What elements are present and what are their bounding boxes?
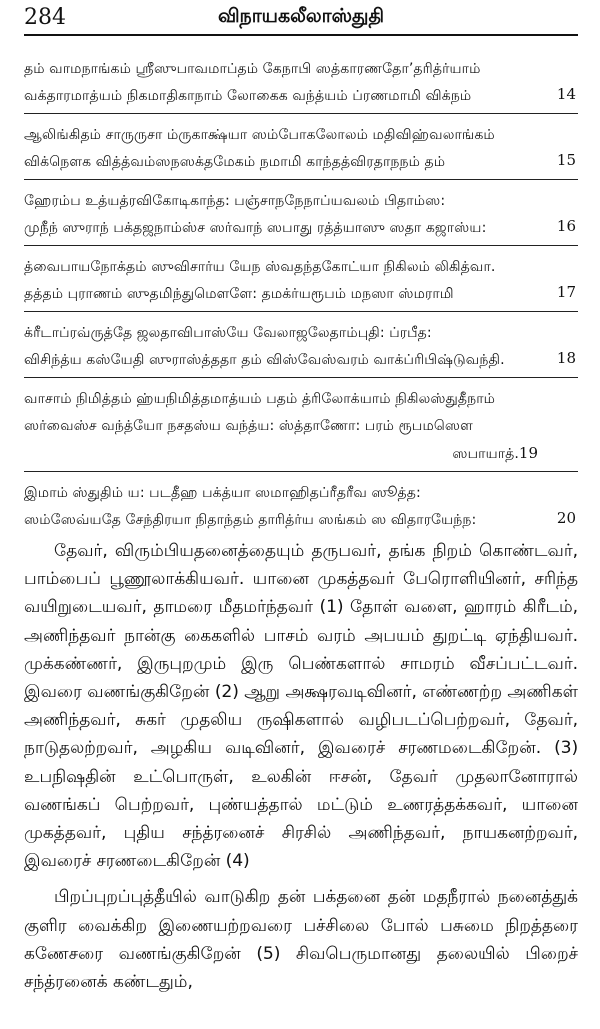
verse-14 — [24, 56, 578, 114]
verse-section — [24, 56, 578, 537]
verse-number: 14 — [556, 85, 576, 103]
verse-line: ஹேரம்ப உத்யத்ரவிகோடிகாந்த: பஞ்சாநநேநாப்யவலம் பிதாம்ஸ: — [24, 193, 446, 209]
verse-20 — [24, 480, 578, 537]
commentary-paragraph: தேவர், விரும்பியதனைத்தையும் தருபவர், தங்க நிறம் கொண்டவர், பாம்பைப் பூணூலாக்கியவர். யானை முகத்தவர் பேரொளியினர், சரிந்த வயிறுடையவர், தாமரை மீதமர்ந்தவர் (1) தோள் வளை, ஹாரம் கிரீடம், அணிந்தவர் நான்கு கைகளில் பாசம் வரம் அபயம் துறட்டி ஏந்தியவர். முக்கண்ணர், இருபுறமும் இரு பெண்களால் சாமரம் வீசப்பட்டவர். இவரை வணங்குகிறேன் (2) ஆறு அக்ஷரவடிவினர், எண்ணற்ற அணிகள் அணிந்தவர், சுகர் முதலிய ருஷிகளால் வழிபடப்பெற்றவர், தேவர், நாடுதலற்றவர், அழகிய வடிவினர், இவரைச் சரணமடைகிறேன். (3) உபநிஷதின் உட்பொருள், உலகின் ஈசன், தேவர் முதலானோரால் வணங்கப் பெற்றவர், புண்யத்தால் மட்டும் உணரத்தக்கவர், யானை முகத்தவர், புதிய சந்த்ரனைச் சிரசில் அணிந்தவர், நாயகனற்றவர், இவரைச் சரணடைகிறேன் (4) — [24, 541, 578, 872]
verse-number: 17 — [556, 283, 576, 301]
verse-line: ஸர்வைஸ்ச வந்த்யோ நசதஸ்ய வந்த்ய: ஸ்த்தாணோ: பரம் ரூபமஸௌ — [24, 418, 473, 434]
verse-line: ஸம்ஸேவ்யதே சேந்திரயா நிதாந்தம் தாரித்ர்ய ஸங்கம் ஸ விதாரயேந்ந: — [24, 512, 477, 528]
verse-19 — [24, 386, 578, 472]
verse-line-end — [24, 440, 538, 468]
verse-line: த்வைபாயநோக்தம் ஸுவிசார்ய யேந ஸ்வதந்தகோட்யா நிகிலம் லிகித்வா. — [24, 259, 496, 275]
verse-line: வாசாம் நிமித்தம் ஹ்யநிமித்தமாத்யம் பதம் த்ரிலோக்யாம் நிகிலஸ்துதீநாம் — [24, 391, 496, 407]
verse-number: 20 — [556, 509, 576, 527]
verse-16 — [24, 188, 578, 246]
page-header — [24, 0, 578, 36]
verse-line: ஆலிங்கிதம் சாருருசா ம்ருகாக்ஷ்யா ஸம்போகலோலம் மதிவிஹ்வலாங்கம் — [24, 127, 495, 143]
running-title: விநாயகலீலாஸ்துதி — [217, 5, 385, 27]
verse-line: விசிந்த்ய கஸ்யேதி ஸுராஸ்த்ததா தம் விஸ்வேஸ்வரம் வாக்ப்ரிபிஷ்டுவந்தி. — [24, 352, 505, 368]
verse-number: 15 — [556, 151, 576, 169]
verse-line: விக்நௌக வித்த்வம்ஸநஸக்தமேகம் நமாமி காந்தத்விரதாநநம் தம் — [24, 154, 446, 170]
verse-line: ஸபாயாத். — [452, 446, 519, 462]
verse-line: வக்தாரமாத்யம் நிகமாதிகாநாம் லோகைக வந்த்யம் ப்ரணமாமி விக்நம் — [24, 88, 472, 104]
verse-number: 16 — [556, 217, 576, 235]
verse-line: முநீந் ஸுராந் பக்தஜநாம்ஸ்ச ஸர்வாந் ஸபாது ரத்த்யாஸு ஸதா கஜாஸ்ய: — [24, 220, 487, 236]
verse-line: தத்தம் புராணம் ஸுதமிந்துமௌளே: தமக்ர்யரூபம் மநஸா ஸ்மராமி — [24, 286, 454, 302]
page-number: 284 — [24, 5, 66, 30]
verse-17 — [24, 254, 578, 312]
verse-15 — [24, 122, 578, 180]
verse-line: க்ரீடாப்ரவ்ருத்தே ஜலதாவிபாஸ்யே வேலாஜலேதாம்புதி: ப்ரபீத: — [24, 325, 432, 341]
verse-line: தம் வாமநாங்கம் ஸ்ரீஸுபாவமாப்தம் கேநாபி ஸத்காரணதோ’தரித்ர்யாம் — [24, 61, 481, 77]
verse-number: 19 — [518, 444, 538, 462]
verse-number: 18 — [556, 349, 576, 367]
commentary-paragraph: பிறப்புறப்புத்தீயில் வாடுகிற தன் பக்தனை தன் மதநீரால் நனைத்துக் குளிர வைக்கிற இணையற்றவரை பச்சிலை போல் பசுமை நிறத்தரை கணேசரை வணங்குகிறேன் (5) சிவபெருமானது தலையில் பிறைச் சந்த்ரனைக் கண்டதும், — [24, 887, 578, 993]
verse-line: இமாம் ஸ்துதிம் ய: படதீஹ பக்த்யா ஸமாஹிதப்ரீதரீவ ஸூத்த: — [24, 485, 421, 501]
verse-18 — [24, 320, 578, 378]
